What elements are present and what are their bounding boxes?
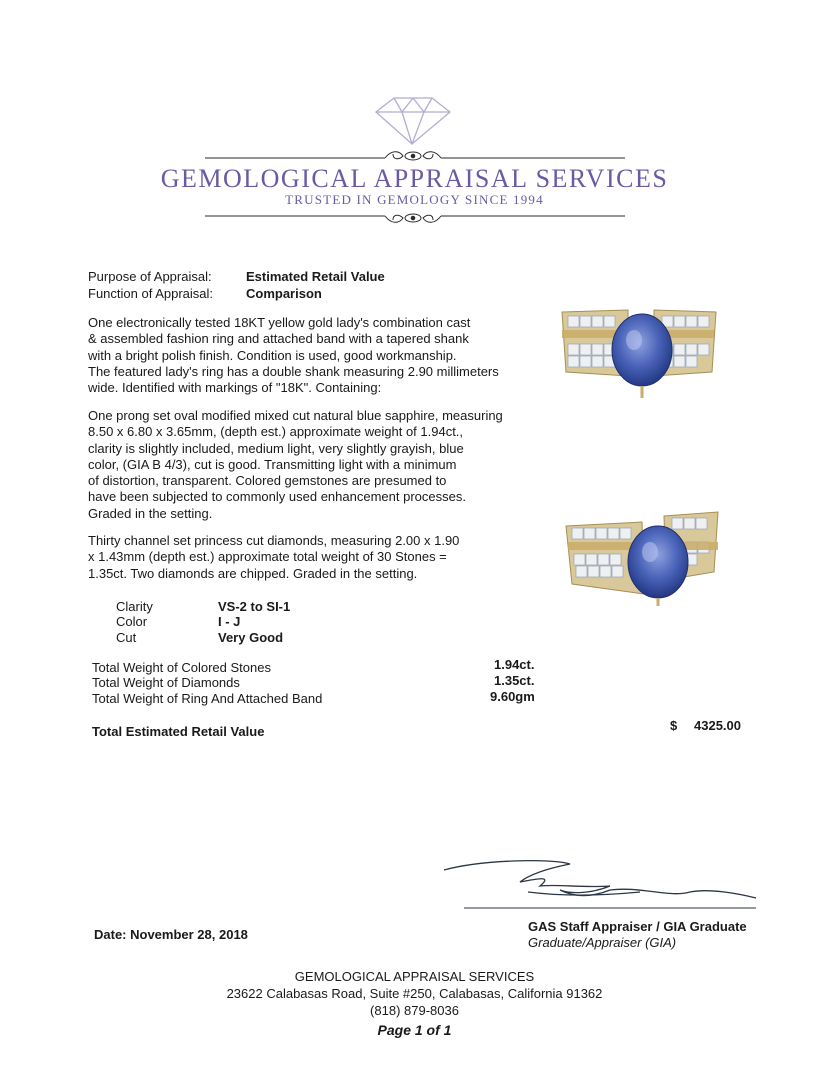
cut-label: Cut [116, 630, 137, 645]
description-line: One electronically tested 18KT yellow gold lady's combination cast [88, 315, 471, 330]
footer-address: 23622 Calabasas Road, Suite #250, Calabasas, California 91362 [226, 986, 603, 1001]
currency-symbol: $ [670, 718, 678, 733]
retail-value-amount: 4325.00 [694, 718, 741, 733]
sapphire-line: have been subjected to commonly used enhancement processes. [88, 489, 466, 505]
appraiser-subtitle: Graduate/Appraiser (GIA) [528, 935, 677, 950]
sapphire-description [88, 408, 538, 522]
description-line: wide. Identified with markings of "18K". Containing: [88, 380, 382, 396]
diamond-weight-label: Total Weight of Diamonds [92, 675, 240, 690]
color-label: Color [116, 614, 148, 629]
description-line: The featured lady's ring has a double shank measuring 2.90 millimeters [88, 363, 499, 379]
purpose-value: Estimated Retail Value [246, 269, 385, 284]
sapphire-line: of distortion, transparent. Colored gemstones are presumed to [88, 473, 447, 489]
colored-weight-value: 1.94ct. [494, 657, 535, 672]
sapphire-line: One prong set oval modified mixed cut natural blue sapphire, measuring [88, 408, 503, 423]
ring-description [88, 315, 538, 396]
sapphire-line: Graded in the setting. [88, 505, 213, 521]
ring-weight-value: 9.60gm [490, 689, 535, 704]
colored-weight-label: Total Weight of Colored Stones [92, 660, 271, 675]
diamond-weight-value: 1.35ct. [494, 673, 535, 688]
appraiser-title: GAS Staff Appraiser / GIA Graduate [528, 919, 747, 934]
appraisal-date: Date: November 28, 2018 [94, 927, 248, 942]
diamonds-description [88, 533, 538, 582]
diamonds-line: 1.35ct. Two diamonds are chipped. Graded in the setting. [88, 565, 418, 581]
purpose-label: Purpose of Appraisal: [88, 269, 212, 284]
clarity-value: VS-2 to SI-1 [218, 599, 291, 614]
company-name: GEMOLOGICAL APPRAISAL SERVICES [160, 164, 669, 193]
description-line: with a bright polish finish. Condition is used, good workmanship. [88, 347, 457, 363]
diamond-logo-icon [0, 88, 829, 233]
function-label: Function of Appraisal: [88, 286, 214, 301]
appraiser-signature [440, 856, 760, 916]
function-value: Comparison [246, 286, 322, 301]
company-tagline: TRUSTED IN GEMOLOGY SINCE 1994 [285, 192, 544, 207]
footer-company: GEMOLOGICAL APPRAISAL SERVICES [294, 969, 535, 984]
footer-phone: (818) 879-8036 [370, 1003, 459, 1018]
description-line: & assembled fashion ring and attached band with a tapered shank [88, 331, 469, 347]
clarity-label: Clarity [116, 599, 153, 614]
ring-weight-label: Total Weight of Ring And Attached Band [92, 691, 323, 706]
diamonds-line: Thirty channel set princess cut diamonds, measuring 2.00 x 1.90 [88, 533, 460, 548]
sapphire-line: clarity is slightly included, medium light, very slightly grayish, blue [88, 440, 464, 456]
retail-value-label: Total Estimated Retail Value [92, 724, 265, 739]
page-number: Page 1 of 1 [377, 1022, 452, 1038]
sapphire-line: color, (GIA B 4/3), cut is good. Transmitting light with a minimum [88, 456, 457, 472]
diamonds-line: x 1.43mm (depth est.) approximate total weight of 30 Stones = [88, 549, 447, 565]
sapphire-line: 8.50 x 6.80 x 3.65mm, (depth est.) approximate weight of 1.94ct., [88, 424, 464, 440]
color-value: I - J [218, 614, 241, 629]
ring-photo-angle [562, 508, 720, 608]
ring-photo-top [558, 302, 720, 402]
cut-value: Very Good [218, 630, 284, 645]
company-logo [0, 88, 829, 233]
